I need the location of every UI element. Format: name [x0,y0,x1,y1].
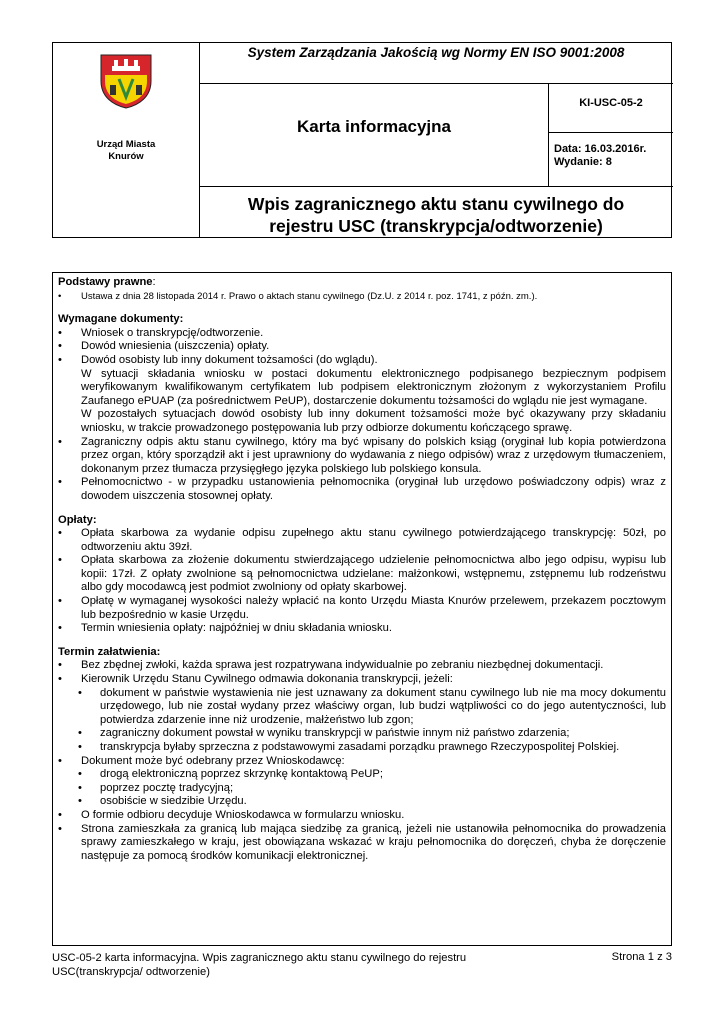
list-item: • Ustawa z dnia 28 listopada 2014 r. Prawo o aktach stanu cywilnego (Dz.U. z 2014 r. poz. 1741, z późn. zm.). [58,290,538,302]
fees-section [58,514,666,636]
title-line: Wpis zagranicznego aktu stanu cywilnego do [247,194,625,214]
page-title [200,193,672,237]
footer-document-name [52,951,552,979]
list-item: • Zagraniczny odpis aktu stanu cywilnego, który ma być wpisany do polskich ksiąg (oryginał lub kopia potwierdzona przez organ, który sporządził akt i jest uprawniony do wydawania z niego odpisów) wraz z urzędowym tłumaczeniem, dokonanym przez tłumacza przysięgłego języka polskiego lub polskiego konsula. [58,435,666,475]
id-note: W pozostałych sytuacjach dowód osobisty lub inny dokument tożsamości może być okazywany przy składaniu wniosku, w trakcie prowadzonego postępowania lub przy odbiorze dokumentu kończącego sprawę. [81,408,666,434]
documents-section [58,313,666,503]
sub-list-item: • poprzez pocztę tradycyjną; [78,781,234,794]
list-item: • Pełnomocnictwo - w przypadku ustanowienia pełnomocnika (oryginał lub urzędowo poświadczony odpis) wraz z dowodem uiszczenia stosownej opłaty. [58,476,666,502]
office-line: Knurów [108,151,144,162]
list-item: • Wniosek o transkrypcję/odtworzenie. [58,326,264,339]
footer-line: USC-05-2 karta informacyjna. Wpis zagranicznego aktu stanu cywilnego do rejestru [52,952,467,964]
list-item: • O formie odbioru decyduje Wnioskodawca w formularzu wniosku. [58,808,405,821]
date-text: Data: 16.03.2016r. [554,143,647,155]
list-item: • Termin wniesienia opłaty: najpóźniej w dniu składania wniosku. [58,622,392,635]
list-item: • Opłatę w wymaganej wysokości należy wpłacić na konto Urzędu Miasta Knurów przelewem, przekazem pocztowym lub bezpośrednio w kasie Urzędu. [58,595,666,621]
divider [199,186,673,187]
list-item: • Dokument może być odebrany przez Wnioskodawcę: [58,754,345,767]
title-line: rejestru USC (transkrypcja/odtworzenie) [269,216,603,236]
page-number: Strona 1 z 3 [611,951,672,963]
section-title: Podstawy prawne: [58,276,156,288]
sub-list-item: • zagraniczny dokument powstał w wyniku transkrypcji w państwie innym niż państwo zdarzenia; [78,727,570,740]
office-line: Urząd Miasta [96,139,156,150]
section-title: Wymagane dokumenty: [58,313,184,326]
sub-list-item: • drogą elektroniczną poprzez skrzynkę kontaktową PeUP; [78,768,383,781]
quality-system-title: System Zarządzania Jakością wg Normy EN ISO 9001:2008 [247,45,625,60]
list-item: • Opłata skarbowa za wydanie odpisu zupełnego aktu stanu cywilnego potwierdzającego transkrypcję: 50zł, po odtworzeniu aktu 39zł. [58,527,666,553]
list-item: • Opłata skarbowa za złożenie dokumentu stwierdzającego udzielenie pełnomocnictwa albo jego odpisu, wypisu lub kopii: 17zł. Z opłaty zwolnione są pełnomocnictwa udzielane: małżonkowi, wstępnemu, zstępnemu lub rodzeństwu albo gdy mocodawcą jest podmiot zwolniony od opłaty skarbowej. [58,554,666,594]
sub-list-item: • transkrypcja byłaby sprzeczna z podstawowymi zasadami porządku prawnego Rzeczypospolitej Polskiej. [78,741,620,753]
legal-section [58,276,666,303]
document-date [554,143,646,169]
content [58,276,666,873]
list-item: • Dowód wniesienia (uiszczenia) opłaty. [58,340,270,353]
divider [548,132,673,133]
list-item: • Dowód osobisty lub inny dokument tożsamości (do wglądu). W sytuacji składania wniosku w postaci dokumentu elektronicznego podpisanego bezpiecznym podpisem weryfikowanym kwalifikowanym certyfikatem lub podpisem elektronicznym złożonym z wykorzystaniem Profilu Zaufanego ePUAP (za pośrednictwem PeUP), dostarczenie dokumentu tożsamości do wglądu nie jest wymagane. W pozostałych sytuacjach dowód osobisty lub inny dokument tożsamości może być okazywany przy składaniu wniosku, w trakcie prowadzonego postępowania lub przy odbiorze dokumentu kończącego sprawę. [58,353,666,434]
list-item: • Bez zbędnej zwłoki, każda sprawa jest rozpatrywana indywidualnie po zebraniu niezbędnej dokumentacji. [58,659,604,672]
section-title: Termin załatwienia: [58,645,161,658]
sub-list-item: • osobiście w siedzibie Urzędu. [78,795,247,808]
footer-line: USC(transkrypcja/ odtworzenie) [52,966,210,978]
list-item: • Kierownik Urzędu Stanu Cywilnego odmawia dokonania transkrypcji, jeżeli: [58,673,453,686]
office-name [53,139,199,163]
section-title: Opłaty: [58,513,97,526]
list-item: • Strona zamieszkała za granicą lub mająca siedzibę za granicą, jeżeli nie ustanowiła pełnomocnika do prowadzenia sprawy zamieszkałego w kraju, jest obowiązana wskazać w kraju pełnomocnika do doręczeń, chyba że doręczenie następuje za pomocą środków komunikacji elektronicznej. [58,822,666,862]
document-code: KI-USC-05-2 [579,97,643,109]
document-type: Karta informacyjna [297,117,451,136]
divider [199,83,673,84]
edition-text: Wydanie: 8 [554,156,612,168]
city-crest-icon [97,51,155,109]
sub-list-item: • dokument w państwie wystawienia nie jest uznawany za dokument stanu cywilnego lub nie ma mocy dokumentu urzędowego, lub nie został wydany przez właściwy organ, lub budzi wątpliwości co do jego autentyczności, lub potwierdza zdarzenie inne niż urodzenie, małżeństwo lub zgon; [78,686,666,726]
id-note: W sytuacji składania wniosku w postaci dokumentu elektronicznego podpisanego bezpiecznym podpisem weryfikowanym kwalifikowanym certyfikatem lub podpisem elektronicznym złożonym z wykorzystaniem Profilu Zaufanego ePUAP (za pośrednictwem PeUP), dostarczenie dokumentu tożsamości do wglądu nie jest wymagane. [81,367,666,407]
deadline-section [58,646,666,864]
header-table [52,42,672,238]
